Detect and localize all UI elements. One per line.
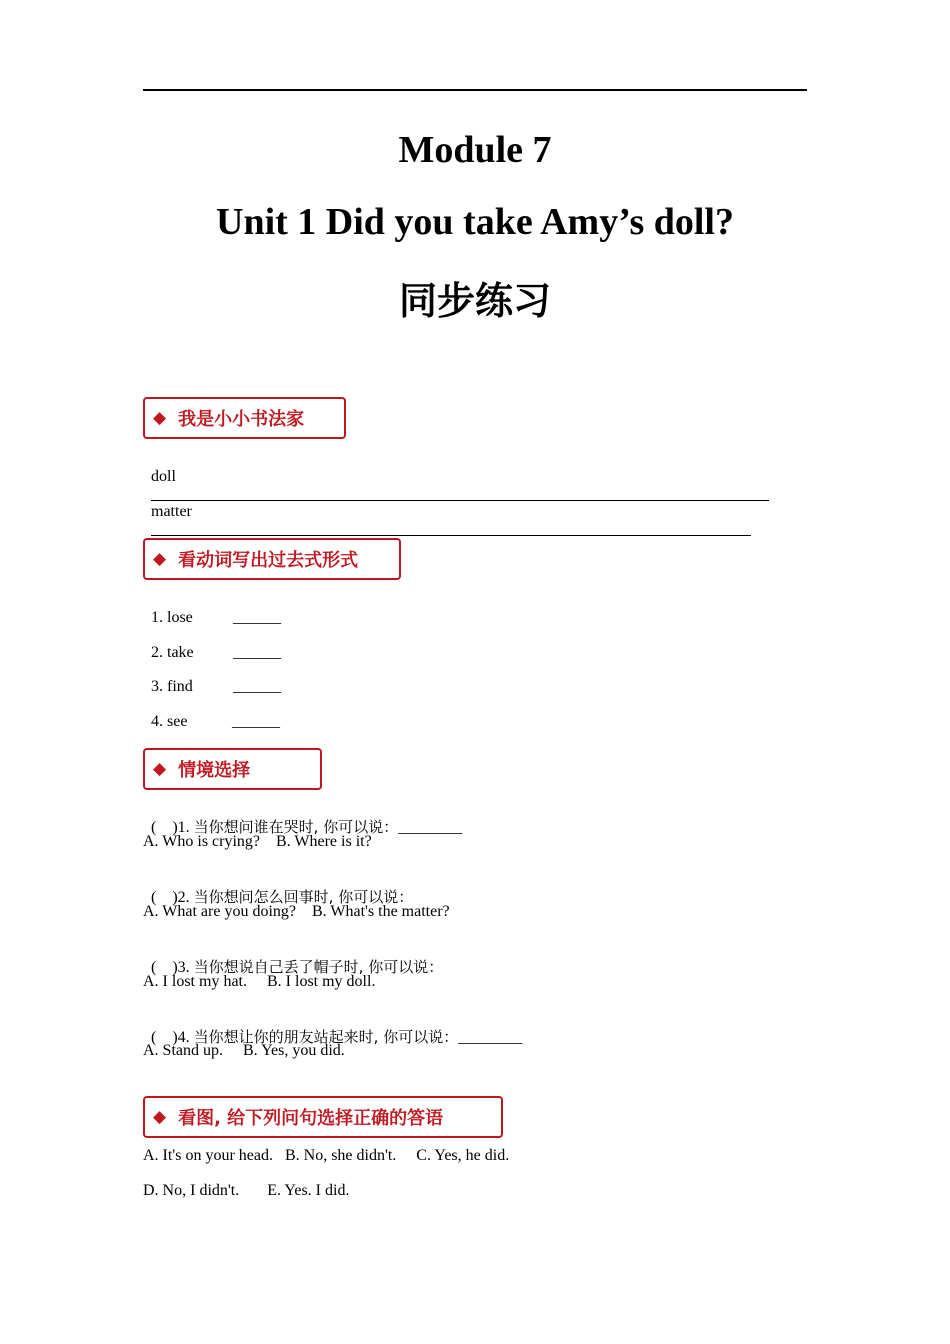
section-heading-label: 情境选择	[178, 760, 251, 781]
section-heading-situation	[143, 748, 322, 790]
section-heading-calligraphy	[143, 397, 346, 439]
practice-word: matter	[151, 503, 192, 520]
question-line	[143, 868, 413, 907]
verb-label: 1. lose	[151, 609, 193, 626]
top-rule	[143, 89, 807, 91]
section-heading-past-tense	[143, 538, 401, 580]
diamond-icon: ◆	[153, 408, 167, 428]
question-number: )3.	[172, 959, 190, 976]
answer-blank[interactable]: ______	[233, 609, 281, 626]
question-text: 当你想问怎么回事时, 你可以说：	[193, 888, 414, 906]
question-paren: (	[151, 959, 157, 976]
writing-blank[interactable]	[151, 521, 751, 536]
practice-line-matter	[143, 485, 751, 541]
options-line: A. Who is crying? B. Where is it?	[143, 833, 372, 850]
answer-blank[interactable]: ______	[233, 644, 281, 661]
question-number: )1.	[172, 819, 190, 836]
question-blank: ________	[398, 819, 463, 836]
section-heading-picture-answers	[143, 1096, 503, 1138]
question-text: 当你想说自己丢了帽子时, 你可以说：	[193, 958, 444, 976]
verb-item	[143, 626, 281, 662]
diamond-icon: ◆	[153, 759, 167, 779]
options-line: A. I lost my hat. B. I lost my doll.	[143, 973, 376, 990]
section-heading-label: 看动词写出过去式形式	[178, 550, 359, 571]
question-number: )2.	[172, 889, 190, 906]
question-paren: (	[151, 1029, 157, 1046]
question-paren: (	[151, 889, 157, 906]
title-cn: 同步练习	[398, 279, 551, 323]
answer-options-line: A. It's on your head. B. No, she didn't. C. Yes, he did.	[143, 1147, 510, 1164]
title-module: Module 7	[398, 129, 552, 171]
verb-item	[143, 591, 281, 627]
question-text: 当你想问谁在哭时, 你可以说：	[193, 818, 399, 836]
verb-item	[143, 660, 281, 696]
answer-blank[interactable]: ______	[232, 713, 280, 730]
question-blank: ________	[458, 1029, 523, 1046]
section-heading-label: 我是小小书法家	[178, 409, 305, 430]
question-text: 当你想让你的朋友站起来时, 你可以说：	[193, 1028, 459, 1046]
verb-label: 4. see	[151, 713, 188, 730]
diamond-icon: ◆	[153, 1107, 167, 1127]
options-line: A. Stand up. B. Yes, you did.	[143, 1042, 345, 1059]
options-line: A. What are you doing? B. What's the matter?	[143, 903, 450, 920]
question-number: )4.	[172, 1029, 190, 1046]
practice-word: doll	[151, 468, 176, 485]
section-heading-label: 看图, 给下列问句选择正确的答语	[178, 1108, 444, 1129]
verb-label: 2. take	[151, 644, 194, 661]
question-line	[143, 938, 443, 977]
question-line	[143, 798, 462, 837]
title-unit: Unit 1 Did you take Amy’s doll?	[216, 201, 734, 243]
answer-blank[interactable]: ______	[233, 678, 281, 695]
answer-options-line: D. No, I didn't. E. Yes. I did.	[143, 1182, 350, 1199]
verb-item	[143, 695, 280, 731]
diamond-icon: ◆	[153, 549, 167, 569]
question-paren: (	[151, 819, 157, 836]
verb-label: 3. find	[151, 678, 193, 695]
